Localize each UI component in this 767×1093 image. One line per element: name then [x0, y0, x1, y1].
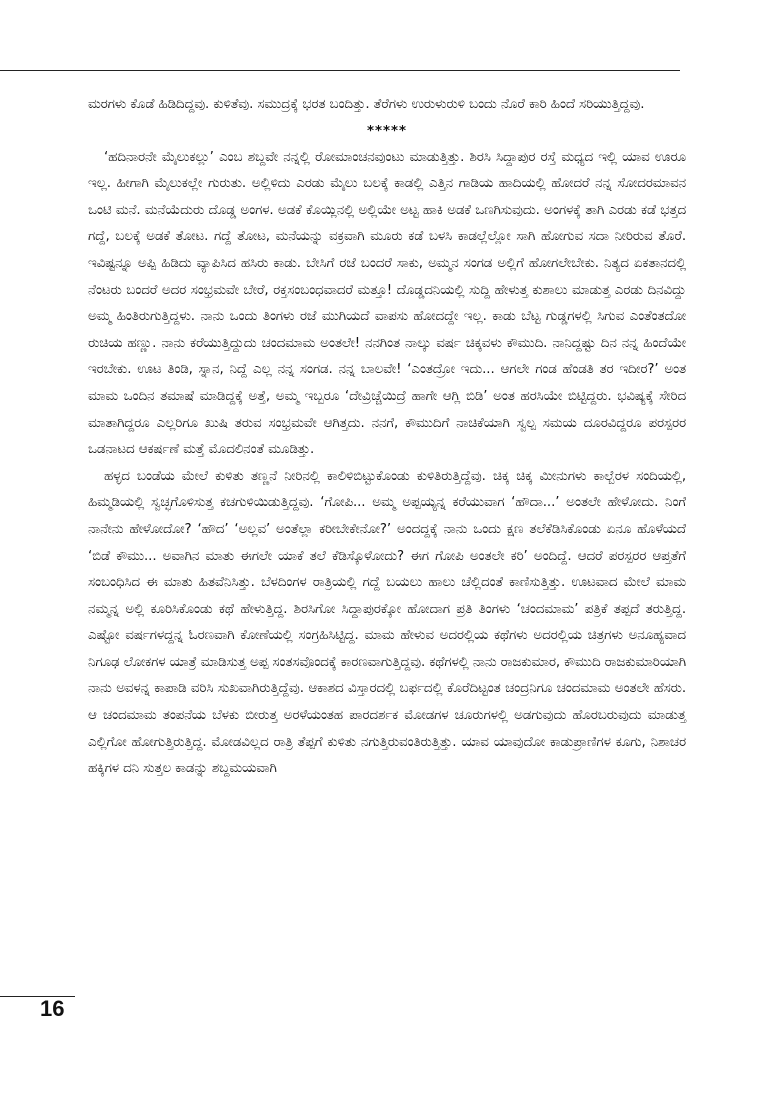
text-line: ಯಾವುದೋ ಕಾಡುಪ್ರಾಣಿಗಳ ಕೂಗು, ನಿಶಾಚರ ಹಕ್ಕಿಗಳ ದನಿ ಸುತ್ತಲ ಕಾಡನ್ನು ಶಬ್ದಮಯವಾಗಿ: [88, 734, 686, 777]
header-rule: [0, 70, 680, 71]
text-line: ಅಲ್ಲಿಗೆ ಹೋಗಲೇಬೇಕು. ನಿತ್ಯದ ಏಕತಾನದಲ್ಲಿ ನೆಂಟರು ಬಂದರೆ ಅದರ ಸಂಭ್ರಮವೇ ಬೇರೆ,: [88, 255, 687, 298]
text-line: ಒಣಗಿಸುವುದು. ಅಂಗಳಕ್ಕೆ ತಾಗಿ ಎರಡು ಕಡೆ ಭತ್ತದ ಗದ್ದೆ, ಬಲಕ್ಕೆ ಅಡಕೆ ತೋಟ. ಗದ್ದೆ ತೋಟ,: [88, 202, 686, 245]
paragraph-stream: [88, 464, 686, 783]
opening-paragraph: [88, 92, 686, 119]
text-line: ಹಳ್ಳದ ಬಂಡೆಯ ಮೇಲೆ ಕುಳಿತು ತಣ್ಣನೆ ನೀರಿನಲ್ಲಿ ಕಾಲಿಳಿಬಿಟ್ಟುಕೊಂಡು ಕುಳಿತಿರುತ್ತಿದ್ದೆವು. ಚಿಕ್ಕ: [104, 468, 510, 484]
text-line: ‘ದೇವ್ರಿಚ್ಚೆಯಿದ್ರೆ ಹಾಗೇ ಆಗ್ಲಿ ಬಿಡಿ’ ಅಂತ ಹರಸಿಯೇ ಬಿಟ್ಟಿದ್ದರು. ಭವಿಷ್ಯಕ್ಕೆ ಸೇರಿದ ಮಾತಾಗಿದ್ದರೂ: [88, 388, 686, 431]
text-line: ಎಲ್ಲರಿಗೂ ಖುಷಿ ತರುವ ಸಂಭ್ರಮವೇ ಆಗಿತ್ತದು. ನನಗೆ, ಕೌಮುದಿಗೆ ನಾಚಿಕೆಯಾಗಿ ಸ್ವಲ್ಪ ಸಮಯ: [156, 415, 577, 431]
text-line: ಅದರಲ್ಲಿಯ ಚಿತ್ರಗಳು ಅನೂಹ್ಯವಾದ ನಿಗೂಢ ಲೋಕಗಳ ಯಾತ್ರೆ ಮಾಡಿಸುತ್ತ ಅಪ್ಪ ಸಂತಸವೊಂದಕ್ಕೆ: [88, 628, 686, 670]
text-line: ಹೇಳೋದೋ? ‘ಹೌದ’ ‘ಅಲ್ಲವ’ ಅಂತೆಲ್ಲಾ ಕರೀಬೇಕೇನೋ?’ ಅಂದದ್ದಕ್ಕೆ ನಾನು ಒಂದು ಕ್ಷಣ: [129, 521, 524, 537]
text-line: ಅವಳನ್ನ ಕಾಪಾಡಿ ವರಿಸಿ ಸುಖವಾಗಿರುತ್ತಿದ್ದೆವು. ಆಕಾಶದ ವಿಸ್ತಾರದಲ್ಲಿ ಬರ್ಫದಲ್ಲಿ ಕೊರೆದಿಟ್ಟಂತ: [116, 681, 501, 697]
text-line: ನೊರೆ ಕಾರಿ ಹಿಂದೆ ಸರಿಯುತ್ತಿದ್ದವು.: [500, 97, 645, 112]
text-line: ಕೆಡಿಸ್ಕೊಳೋದು? ಈಗ ಗೋಪಿ ಅಂತಲೇ ಕರಿ’ ಅಂದಿದ್ದೆ. ಆದರೆ ಪರಸ್ಪರರ ಆಪ್ತತೆಗೆ ಸಂಬಂಧಿಸಿದ ಈ: [88, 548, 686, 591]
text-line: ಊಟವಾದ ಮೇಲೆ ಮಾಮ ನಮ್ಮನ್ನ ಅಲ್ಲಿ ಕೂರಿಸಿಕೊಂಡು ಕಥೆ ಹೇಳುತ್ತಿದ್ದ. ಶಿರಸಿಗೋ: [88, 575, 686, 617]
text-line: ದಿನವಿದ್ದು ಅಮ್ಮ ಹಿಂತಿರುಗುತ್ತಿದ್ದಳು. ನಾನು ಒಂದು ತಿಂಗಳು ರಜೆ ಮುಗಿಯದೆ ವಾಪಸು ಹೋದದ್ದೇ: [88, 282, 686, 325]
text-line: ದೂರವಿದ್ದರೂ ಪರಸ್ಪರರ ಒಡನಾಟದ ಆಕರ್ಷಣೆ ಮತ್ತೆ ಮೊದಲಿನಂತೆ ಮೂಡಿತ್ತು.: [88, 415, 686, 458]
text-line: ಚಿಕ್ಕ ಮೀನುಗಳು ಕಾಲ್ಬೆರಳ ಸಂದಿಯಲ್ಲಿ, ಹಿಮ್ಮಡಿಯಲ್ಲಿ ಸ್ವಚ್ಛಗೊಳಿಸುತ್ತ ಕಚಗುಳಿಯಿಡುತ್ತಿದ್ದವು.: [88, 468, 686, 511]
text-line: ಮನೆಯನ್ನು ವಕ್ರವಾಗಿ ಮೂರು ಕಡೆ ಬಳಸಿ ಕಾಡಲ್ಲೆಲ್ಲೋ ಸಾಗಿ ಹೋಗುವ ಸದಾ ನೀರಿರುವ ತೊರೆ.: [275, 229, 686, 245]
section-separator: *****: [366, 123, 407, 139]
text-line: ಇವಿಷ್ಟನ್ನೂ ಅಪ್ಪಿ ಹಿಡಿದು ವ್ಯಾಪಿಸಿದ ಹಸಿರು ಕಾಡು. ಬೇಸಿಗೆ ರಜೆ ಬಂದರೆ ಸಾಕು, ಅಮ್ಮನ ಸಂಗಡ: [88, 255, 493, 271]
paragraph-milestone: [88, 145, 686, 464]
text-line: ರಕ್ತಸಂಬಂಧವಾದರೆ ಮತ್ತೂ! ದೊಡ್ಡದನಿಯಲ್ಲಿ ಸುದ್ದಿ ಹೇಳುತ್ತ ಕುಶಾಲು ಮಾಡುತ್ತ ಎರಡು: [273, 282, 643, 298]
text-line: ‘ಹದಿನಾರನೇ ಮೈಲುಕಲ್ಲು’ ಎಂಬ ಶಬ್ದವೇ ನನ್ನಲ್ಲಿ ರೋಮಾಂಚನವುಂಟು ಮಾಡುತ್ತಿತ್ತು. ಶಿರಸಿ: [104, 149, 491, 165]
text-line: ಎಲ್ಲಿಗೋ ಹೋಗುತ್ತಿರುತ್ತಿದ್ದ. ಮೋಡವಿಲ್ಲದ ರಾತ್ರಿ ತೆಪ್ಪಗೆ ಕುಳಿತು ನಗುತ್ತಿರುವಂತಿರುತ್ತಿತ್ತು. ಯಾವ: [88, 734, 489, 750]
text-line: ಒಂಟಿ ಮನೆ. ಮನೆಯೆದುರು ದೊಡ್ಡ ಅಂಗಳ. ಅಡಕೆ ಕೊಯ್ಲಿನಲ್ಲಿ ಅಲ್ಲಿಯೇ ಅಟ್ಟ ಹಾಕಿ ಅಡಕೆ: [88, 202, 471, 218]
text-line: ಮಾತು ಹಿತವೆನಿಸಿತ್ತು. ಬೆಳದಿಂಗಳ ರಾತ್ರಿಯಲ್ಲಿ ಗದ್ದೆ ಬಯಲು ಹಾಲು ಚೆಲ್ಲಿದಂತೆ ಕಾಣಿಸುತ್ತಿತ್ತು.: [163, 575, 566, 591]
text-line: ಚಂದ್ರನಿಗೂ ಚಂದಮಾಮ ಅಂತಲೇ ಹೆಸರು. ಆ ಚಂದಮಾಮ ತಂಪನೆಯ ಬೆಳಕು ಬೀರುತ್ತ: [88, 681, 686, 724]
text-line: ಕಾರಣವಾಗುತ್ತಿದ್ದವು. ಕಥೆಗಳಲ್ಲಿ ನಾನು ರಾಜಕುಮಾರ, ಕೌಮುದಿ ರಾಜಕುಮಾರಿಯಾಗಿ ನಾನು: [88, 654, 686, 697]
text-line: ‘ಗೋಪಿ... ಅಮ್ಮ ಅಪ್ಪಯ್ಯನ್ನ ಕರೆಯುವಾಗ ‘ಹೌದಾ...’ ಅಂತಲೇ ಹೇಳೋದು. ನಿಂಗೆ ನಾನೇನು: [88, 495, 686, 537]
text-line: ಚಂದಮಾಮ ಅಂತಲೇ! ನನಗಿಂತ ನಾಲ್ಕು ವರ್ಷ ಚಿಕ್ಕವಳು ಕೌಮುದಿ. ನಾನಿದ್ದಷ್ಟು ದಿನ ನನ್ನ ಹಿಂದೆಯೇ: [261, 335, 686, 351]
text-line: ಸಿದ್ದಾಪುರ ರಸ್ತೆ ಮಧ್ಯದ ಇಲ್ಲಿ ಯಾವ ಊರೂ ಇಲ್ಲ. ಹೀಗಾಗಿ ಮೈಲುಕಲ್ಲೇ ಗುರುತು. ಅಲ್ಲಿಳಿದು: [88, 149, 686, 192]
text-line: ಗಂಡ ಹೆಂಡತಿ ತರ ಇದೀರ?’ ಅಂತ ಮಾಮ ಒಂದಿನ ತಮಾಷೆ ಮಾಡಿದ್ದಕ್ಕೆ ಅತ್ತೆ, ಅಮ್ಮ ಇಬ್ಬರೂ: [88, 362, 687, 404]
text-line: ತಲೆಕೆಡಿಸಿಕೊಂಡು ಏನೂ ಹೊಳೆಯದೆ ‘ಬಿಡೆ ಕೌಮು... ಅವಾಗಿನ ಮಾತು ಈಗಲೇ ಯಾಕೆ ತಲೆ: [88, 521, 686, 564]
page-number: 16: [40, 996, 65, 1021]
text-line: ಅರಳೆಯಂತಹ ಪಾರದರ್ಶಕ ಮೋಡಗಳ ಚೂರುಗಳಲ್ಲಿ ಅಡಗುವುದು ಹೊರಬರುವುದು ಮಾಡುತ್ತ: [283, 708, 686, 724]
text-line: ಇಲ್ಲ. ಕಾಡು ಬೆಟ್ಟ ಗುಡ್ಡಗಳಲ್ಲಿ ಸಿಗುವ ಎಂತೆಂತದೋ ರುಚಿಯ ಹಣ್ಣು. ನಾನು ಕರೆಯುತ್ತಿದ್ದುದು: [88, 309, 687, 351]
text-line: ಇರಬೇಕು. ಊಟ ತಿಂಡಿ, ಸ್ನಾನ, ನಿದ್ದೆ ಎಲ್ಲ ನನ್ನ ಸಂಗಡ. ನನ್ನ ಬಾಲವೇ! ‘ಎಂತದ್ರೋ ಇದು... ಆಗಲೇ: [88, 362, 530, 378]
text-line: ಎರಡು ಮೈಲು ಬಲಕ್ಕೆ ಕಾಡಲ್ಲಿ ಎತ್ತಿನ ಗಾಡಿಯ ಹಾದಿಯಲ್ಲಿ ಹೋದರೆ ನನ್ನ ಸೋದರಮಾವನ: [296, 176, 686, 192]
page-body: [88, 92, 686, 783]
text-line: ಸಿದ್ದಾಪುರಕ್ಕೋ ಹೋದಾಗ ಪ್ರತಿ ತಿಂಗಳು ‘ಚಂದಮಾಮ’ ಪತ್ರಿಕೆ ತಪ್ಪದೆ ತರುತ್ತಿದ್ದ. ಎಷ್ಟೋ: [88, 601, 686, 644]
text-line: ಮರಗಳು ಕೊಡೆ ಹಿಡಿದಿದ್ದವು. ಕುಳಿತೆವು. ಸಮುದ್ರಕ್ಕೆ ಭರತ ಬಂದಿತ್ತು. ತೆರೆಗಳು ಉರುಳುರುಳಿ ಬಂದು: [88, 97, 497, 112]
text-line: ವರ್ಷಗಳದ್ದನ್ನ ಓರಣವಾಗಿ ಕೋಣೆಯಲ್ಲಿ ಸಂಗ್ರಹಿಸಿಟ್ಟಿದ್ದ. ಮಾಮ ಹೇಳುವ ಅದರಲ್ಲಿಯ ಕಥೆಗಳು: [125, 628, 528, 644]
